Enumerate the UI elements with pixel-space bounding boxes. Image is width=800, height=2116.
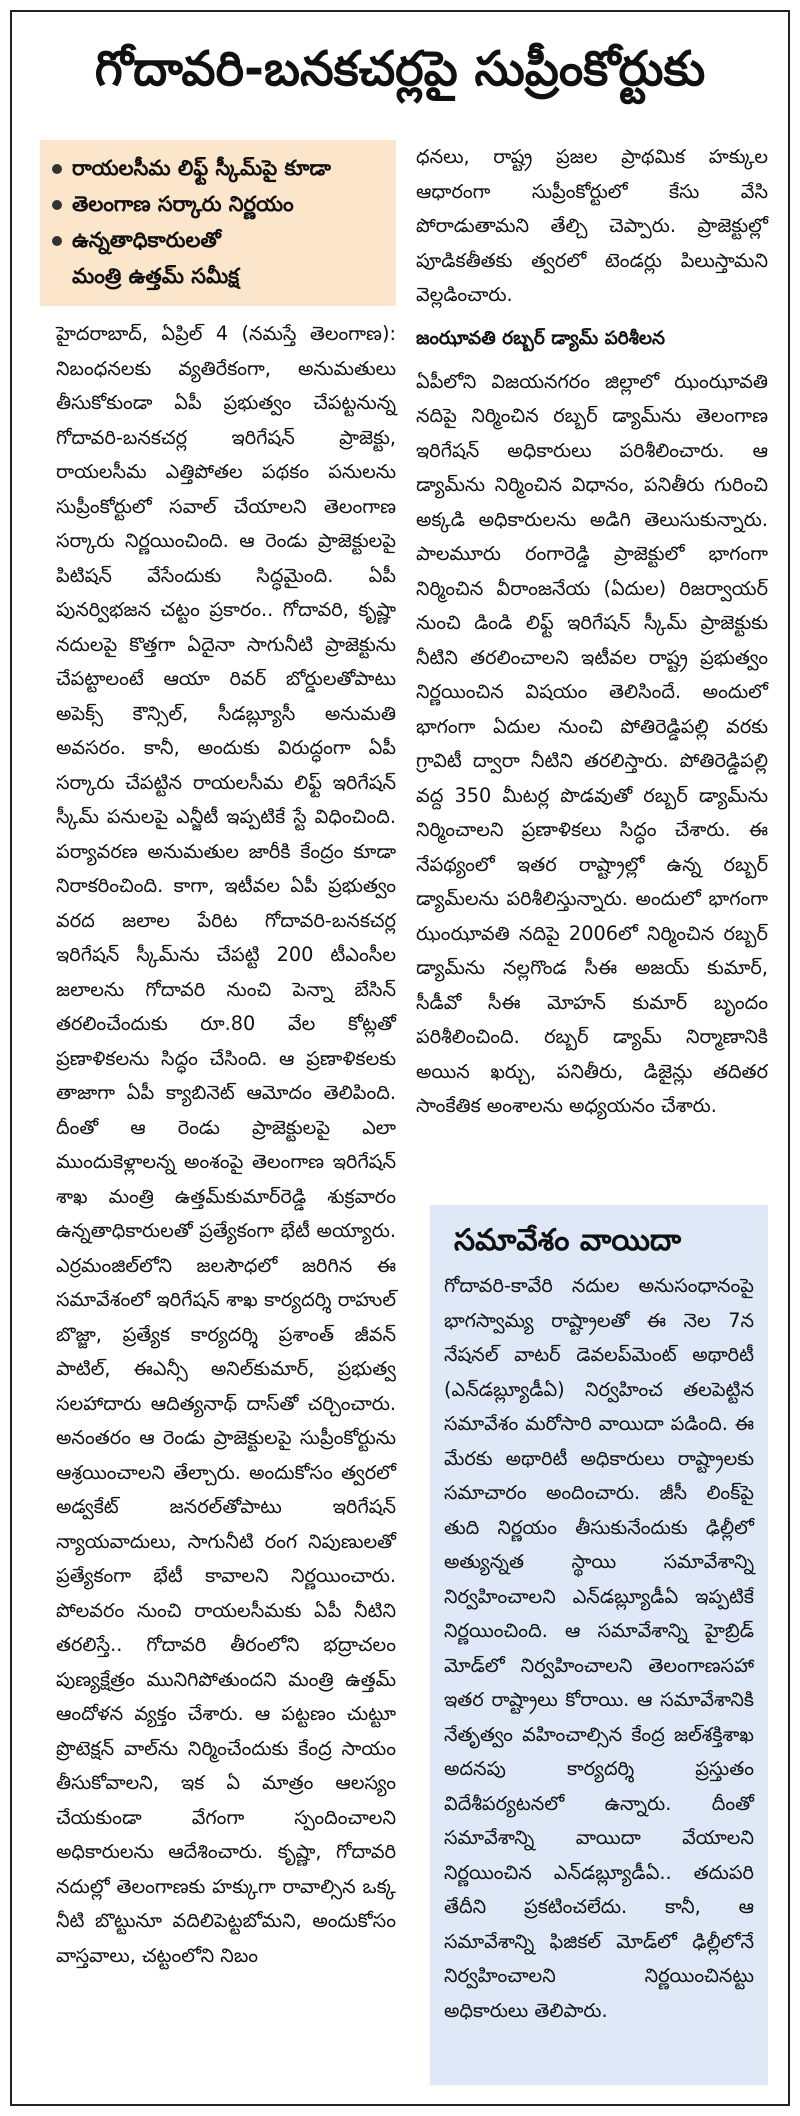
highlight-item	[52, 222, 384, 258]
highlight-item	[52, 186, 384, 222]
article-body-right-intro: ధనలు, రాష్ట్ర ప్రజల ప్రాథమిక హక్కుల ఆధారంగా సుప్రీంకోర్టులో కేసు వేసి పోరాడుతామని తేల్చి చెప్పారు. ప్రాజెక్టుల్లో పూడికతీతకు త్వరలో టెండర్లు పిలుస్తామని వెల్లడించారు.	[416, 145, 768, 306]
headline: గోదావరి-బనకచర్లపై సుప్రీంకోర్టుకు	[94, 41, 706, 97]
highlights-box	[40, 140, 396, 306]
article-right-column	[416, 140, 768, 1124]
newspaper-clipping	[10, 10, 790, 2106]
highlight-text: తెలంగాణ సర్కారు నిర్ణయం	[72, 192, 294, 216]
bullet-icon	[52, 164, 62, 174]
highlight-text: రాయలసీమ లిఫ్ట్ స్కీమ్‌పై కూడా	[72, 156, 331, 180]
sidebar-box	[430, 1205, 768, 2085]
article-body-right: ఏపీలోని విజయనగరం జిల్లాలో ఝంఝావతి నదిపై నిర్మించిన రబ్బర్ డ్యామ్‌ను తెలంగాణ ఇరిగేషన్ అధికారులు పరిశీలించారు. ఆ డ్యామ్‌ను నిర్మించిన విధానం, పనితీరు గురించి అక్కడి అధికారులను అడిగి తెలుసుకున్నారు. పాలమూరు రంగారెడ్డి ప్రాజెక్టులో భాగంగా నిర్మించిన వీరాంజనేయ (ఏదుల) రిజర్వాయర్ నుంచి డిండి లిఫ్ట్ ఇరిగేషన్ స్కీమ్ ప్రాజెక్టుకు నీటిని తరలించాలని ఇటీవల రాష్ట్ర ప్రభుత్వం నిర్ణయించిన విషయం తెలిసిందే. అందులో భాగంగా ఏదుల నుంచి పోతిరెడ్డిపల్లి వరకు గ్రావిటీ ద్వారా నీటిని తరలిస్తారు. పోతిరెడ్డిపల్లి వద్ద 350 మీటర్ల పొడవుతో రబ్బర్ డ్యామ్‌ను నిర్మించాలని ప్రణాళికలు సిద్ధం చేశారు. ఈ నేపథ్యంలో ఇతర రాష్ట్రాల్లో ఉన్న రబ్బర్ డ్యామ్‌లను పరిశీలిస్తున్నారు. అందులో భాగంగా ఝంఝావతి నదిపై 2006లో నిర్మించిన రబ్బర్ డ్యామ్‌ను నల్లగొండ సీఈ అజయ్ కుమార్, సీడీవో సీఈ మోహన్ కుమార్ బృందం పరిశీలించింది. రబ్బర్ డ్యామ్ నిర్మాణానికి అయిన ఖర్చు, పనితీరు, డిజైన్లు తదితర సాంకేతిక అంశాలను అధ్యయనం చేశారు.	[416, 369, 768, 1117]
article-left-column	[56, 317, 396, 1973]
highlight-text: మంత్రి ఉత్తమ్ సమీక్ష	[72, 264, 240, 288]
sidebar-body: గోదావరి-కావేరి నదుల అనుసంధానంపై భాగస్వామ్య రాష్ట్రాలతో ఈ నెల 7న నేషనల్ వాటర్ డెవలప్‌మెంట్ అథారిటీ (ఎన్‌డబ్ల్యూడీఏ) నిర్వహించ తలపెట్టిన సమావేశం మరోసారి వాయిదా పడింది. ఈ మేరకు అథారిటీ అధికారులు రాష్ట్రాలకు సమాచారం అందించారు. జీసీ లింక్‌పై తుది నిర్ణయం తీసుకునేందుకు ఢిల్లీలో అత్యున్నత స్థాయి సమావేశాన్ని నిర్వహించాలని ఎన్‌డబ్ల్యూడీఏ ఇప్పటికే నిర్ణయించింది. ఆ సమావేశాన్ని హైబ్రిడ్ మోడ్‌లో నిర్వహించాలని తెలంగాణసహా ఇతర రాష్ట్రాలు కోరాయి. ఆ సమావేశానికి నేతృత్వం వహించాల్సిన కేంద్ర జల్‌శక్తిశాఖ అదనపు కార్యదర్శి ప్రస్తుతం విదేశీపర్యటనలో ఉన్నారు. దీంతో సమావేశాన్ని వాయిదా వేయాలని నిర్ణయించిన ఎన్‌డబ్ల్యూడీఏ.. తదుపరి తేదీని ప్రకటించలేదు. కానీ, ఆ సమావేశాన్ని ఫిజికల్ మోడ్‌లో ఢిల్లీలోనే నిర్వహించాలని నిర్ణయించినట్టు అధికారులు తెలిపారు.	[444, 1274, 754, 2022]
subheading: జంఝావతి రబ్బర్ డ్యామ్ పరిశీలన	[416, 327, 666, 349]
highlight-item	[52, 258, 384, 294]
highlight-text: ఉన్నతాధికారులతో	[72, 228, 221, 252]
bullet-icon	[52, 236, 62, 246]
bullet-icon	[52, 200, 62, 210]
article-body-left: హైదరాబాద్, ఏప్రిల్ 4 (నమస్తే తెలంగాణ): నిబంధనలకు వ్యతిరేకంగా, అనుమతులు తీసుకోకుండా ఏపీ ప్రభుత్వం చేపట్టనున్న గోదావరి-బనకచర్ల ఇరిగేషన్ ప్రాజెక్టు, రాయలసీమ ఎత్తిపోతల పథకం పనులను సుప్రీంకోర్టులో సవాల్ చేయాలని తెలంగాణ సర్కారు నిర్ణయించింది. ఆ రెండు ప్రాజెక్టులపై పిటిషన్ వేసేందుకు సిద్ధమైంది. ఏపీ పునర్విభజన చట్టం ప్రకారం.. గోదావరి, కృష్ణా నదులపై కొత్తగా ఏదైనా సాగునీటి ప్రాజెక్టును చేపట్టాలంటే ఆయా రివర్ బోర్డులతోపాటు అపెక్స్ కౌన్సిల్, సీడబ్ల్యూసీ అనుమతి అవసరం. కానీ, అందుకు విరుద్ధంగా ఏపీ సర్కారు చేపట్టిన రాయలసీమ లిఫ్ట్ ఇరిగేషన్ స్కీమ్ పనులపై ఎన్జీటీ ఇప్పటికే స్టే విధించింది. పర్యావరణ అనుమతుల జారీకి కేంద్రం కూడా నిరాకరించింది. కాగా, ఇటీవల ఏపీ ప్రభుత్వం వరద జలాల పేరిట గోదావరి-బనకచర్ల ఇరిగేషన్ స్కీమ్‌ను చేపట్టి 200 టీఎంసీల జలాలను గోదావరి నుంచి పెన్నా బేసిన్ తరలించేందుకు రూ.80 వేల కోట్లతో ప్రణాళికలను సిద్ధం చేసింది. ఆ ప్రణాళికలకు తాజాగా ఏపీ క్యాబినెట్ ఆమోదం తెలిపింది. దీంతో ఆ రెండు ప్రాజెక్టులపై ఎలా ముందుకెళ్లాలన్న అంశంపై తెలంగాణ ఇరిగేషన్ శాఖ మంత్రి ఉత్తమ్‌కుమార్‌రెడ్డి శుక్రవారం ఉన్నతాధికారులతో ప్రత్యేకంగా భేటీ అయ్యారు. ఎర్రమంజిల్‌లోని జలసౌధలో జరిగిన ఈ సమావేశంలో ఇరిగేషన్ శాఖ కార్యదర్శి రాహుల్ బొజ్జా, ప్రత్యేక కార్యదర్శి ప్రశాంత్ జీవన్ పాటిల్, ఈఎన్సీ అనిల్‌కుమార్, ప్రభుత్వ సలహాదారు ఆదిత్యనాథ్ దాస్‌తో చర్చించారు. అనంతరం ఆ రెండు ప్రాజెక్టులపై సుప్రీంకోర్టును ఆశ్రయించాలని తేల్చారు. అందుకోసం త్వరలో అడ్వకేట్ జనరల్‌తోపాటు ఇరిగేషన్ న్యాయవాదులు, సాగునీటి రంగ నిపుణులతో ప్రత్యేకంగా భేటీ కావాలని నిర్ణయించారు. పోలవరం నుంచి రాయలసీమకు ఏపీ నీటిని తరలిస్తే.. గోదావరి తీరంలోని భద్రాచలం పుణ్యక్షేత్రం మునిగిపోతుందని మంత్రి ఉత్తమ్ ఆందోళన వ్యక్తం చేశారు. ఆ పట్టణం చుట్టూ ప్రొటెక్షన్ వాల్‌ను నిర్మించేందుకు కేంద్ర సాయం తీసుకోవాలని, ఇక ఏ మాత్రం ఆలస్యం చేయకుండా వేగంగా స్పందించాలని అధికారులను ఆదేశించారు. కృష్ణా, గోదావరి నదుల్లో తెలంగాణకు హక్కుగా రావాల్సిన ఒక్క నీటి బొట్టునూ వదిలిపెట్టబోమని, అందుకోసం వాస్తవాలు, చట్టంలోని నిబం	[56, 322, 396, 1967]
sidebar-title: సమావేశం వాయిదా	[454, 1223, 682, 1258]
highlight-item	[52, 150, 384, 186]
